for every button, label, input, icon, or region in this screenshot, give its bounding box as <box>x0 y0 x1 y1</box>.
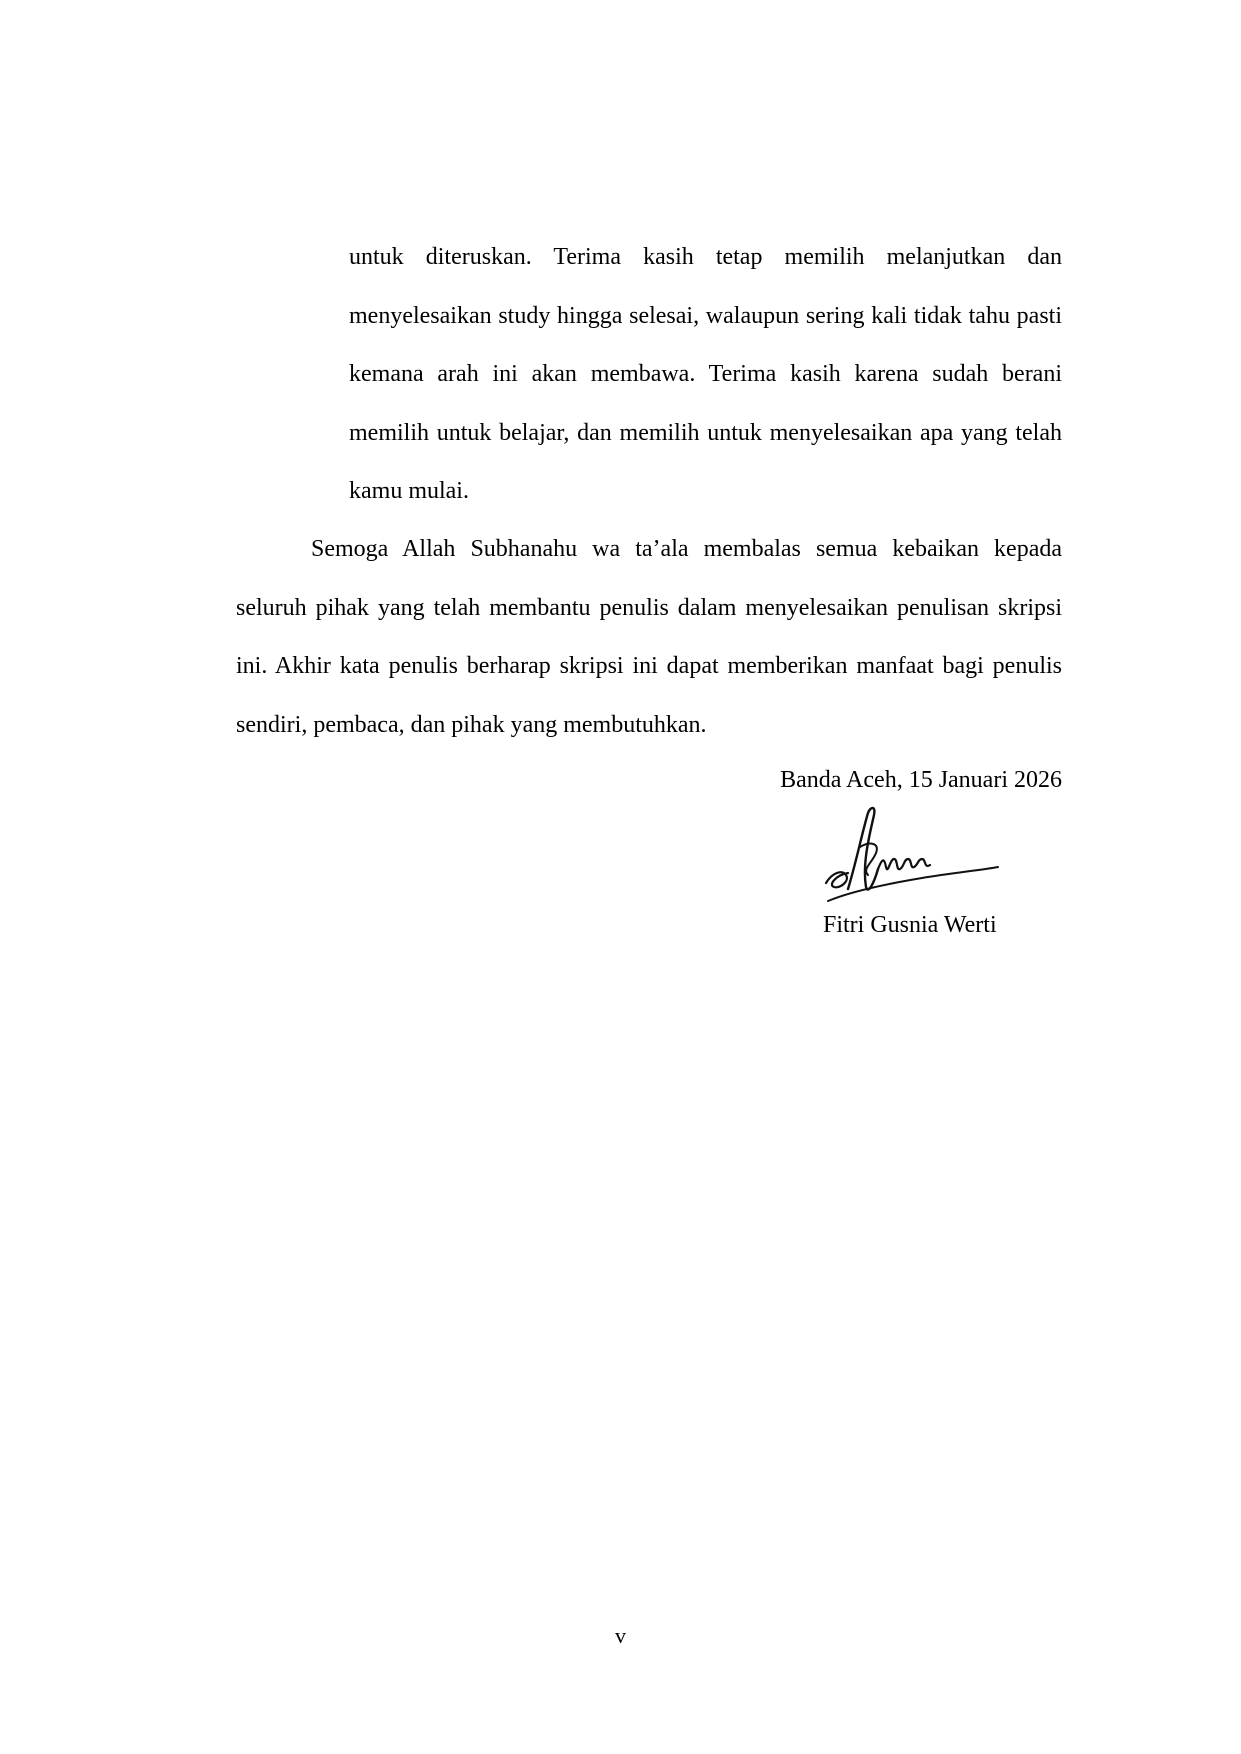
page-number: v <box>615 1623 626 1648</box>
place-and-date: Banda Aceh, 15 Januari 2026 <box>780 767 1062 793</box>
closing-paragraph: Semoga Allah Subhanahu wa ta’ala membalas semua kebaikan kepada seluruh pihak yang telah membantu penulis dalam menyelesaikan penulisan skripsi ini. Akhir kata penulis berharap skripsi ini dapat memberikan manfaat bagi penulis sendiri, pembaca, dan pihak yang membutuhkan. <box>236 536 1062 738</box>
signer-name: Fitri Gusnia Werti <box>823 912 997 938</box>
continued-paragraph: untuk diteruskan. Terima kasih tetap memilih melanjutkan dan menyelesaikan study hingga selesai, walaupun sering kali tidak tahu pasti kemana arah ini akan membawa. Terima kasih karena sudah berani memilih untuk belajar, dan memilih untuk menyelesaikan apa yang telah kamu mulai. <box>349 244 1062 504</box>
handwritten-signature <box>822 803 1002 907</box>
